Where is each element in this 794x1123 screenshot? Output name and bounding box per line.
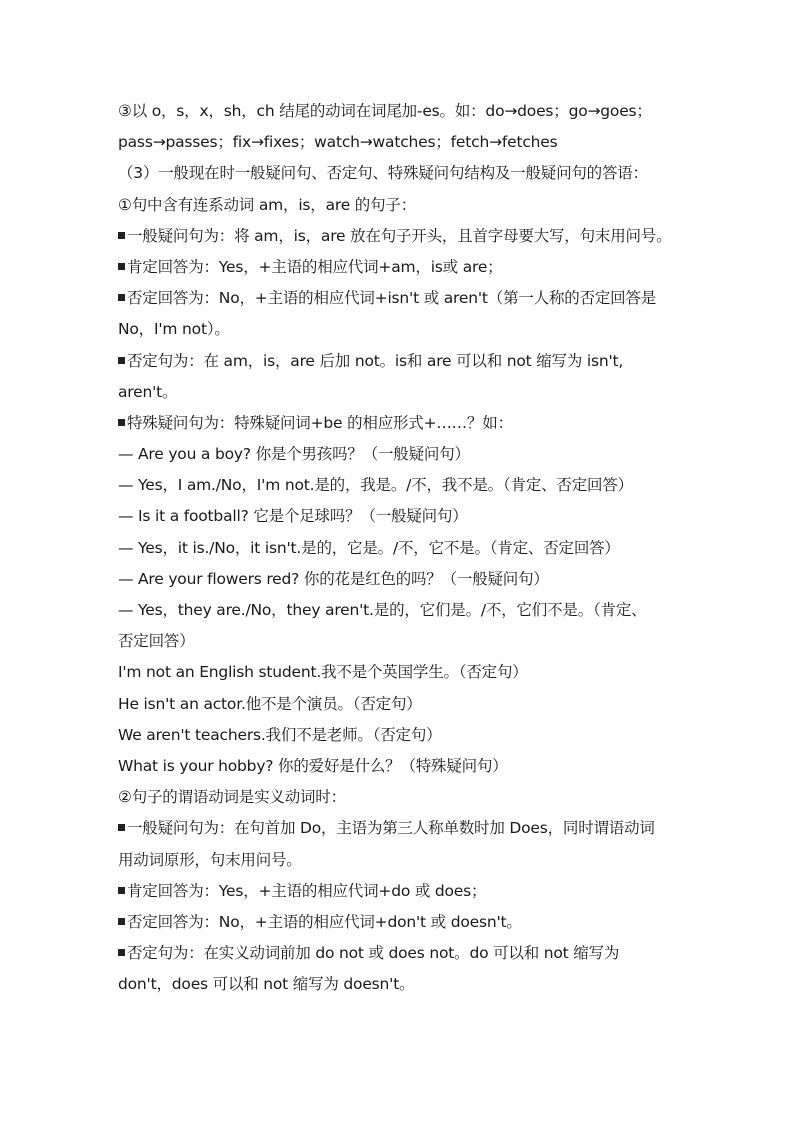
bullet-icon: [118, 294, 125, 301]
bullet-special-question: [118, 408, 688, 439]
document-page: [118, 96, 688, 1000]
bullet-icon: [118, 419, 125, 426]
example-line-continuation: [118, 626, 688, 657]
line-text: 肯定回答为：Yes，+主语的相应代词+am，is或 are；: [127, 257, 503, 276]
line-text: ①句中含有连系动词 am，is，are 的句子：: [118, 195, 416, 214]
example-line: [118, 564, 688, 595]
bullet-icon: [118, 357, 125, 364]
example-line: [118, 720, 688, 751]
rule-es-ending: [118, 96, 688, 127]
line-text: I'm not an English student.我不是个英国学生。（否定句）: [118, 663, 528, 682]
line-text: ②句子的谓语动词是实义动词时：: [118, 788, 346, 807]
line-text: He isn't an actor.他不是个演员。（否定句）: [118, 694, 422, 713]
line-text: 肯定回答为：Yes，+主语的相应代词+do 或 does；: [127, 881, 487, 900]
bullet-positive-answer: [118, 252, 688, 283]
bullet-icon: [118, 918, 125, 925]
line-text: ③以 o，s，x，sh，ch 结尾的动词在词尾加-es。如：do→does；go→goes；: [118, 102, 652, 120]
example-line: [118, 657, 688, 688]
line-text: 用动词原形，句末用问号。: [118, 850, 302, 869]
line-text: — Yes，it is./No，it isn't.是的，它是。/不，它不是。（肯定、否定回答）: [118, 538, 620, 557]
subsection-linking-verb: [118, 190, 688, 221]
example-line: [118, 533, 688, 564]
bullet-icon: [118, 824, 125, 831]
bullet-icon: [118, 263, 125, 270]
line-text: — Are your flowers red? 你的花是红色的吗？（一般疑问句）: [118, 569, 549, 588]
line-text: don't，does 可以和 not 缩写为 doesn't。: [118, 975, 415, 994]
line-text: No，I'm not）。: [118, 320, 230, 339]
line-text: 特殊疑问句为：特殊疑问词+be 的相应形式+……？如：: [127, 413, 513, 432]
line-text: 否定回答）: [118, 632, 195, 651]
bullet-negative-sentence-do: [118, 938, 688, 969]
bullet-icon: [118, 887, 125, 894]
line-text: What is your hobby? 你的爱好是什么？（特殊疑问句）: [118, 756, 508, 775]
line-text: （3）一般现在时一般疑问句、否定句、特殊疑问句结构及一般疑问句的答语：: [118, 164, 648, 183]
example-line: [118, 751, 688, 782]
general-question-do-continuation: [118, 845, 688, 876]
bullet-general-question-do: [118, 813, 688, 844]
line-text: 一般疑问句为：将 am，is，are 放在句子开头，且首字母要大写，句末用问号。: [127, 226, 672, 245]
line-text: We aren't teachers.我们不是老师。（否定句）: [118, 725, 442, 744]
negative-sentence-do-continuation: [118, 969, 688, 1000]
example-line: [118, 595, 688, 626]
line-text: — Are you a boy? 你是个男孩吗？（一般疑问句）: [118, 445, 470, 464]
subsection-action-verb: [118, 782, 688, 813]
example-line: [118, 439, 688, 470]
rule-es-examples: [118, 127, 688, 158]
negative-answer-continuation: [118, 314, 688, 345]
bullet-general-question: [118, 221, 688, 252]
line-text: — Yes，I am./No，I'm not.是的，我是。/不，我不是。（肯定、否定回答）: [118, 476, 633, 495]
bullet-negative-answer: [118, 283, 688, 314]
line-text: — Yes，they are./No，they aren't.是的，它们是。/不，它们不是。（肯定、: [118, 601, 647, 619]
example-line: [118, 470, 688, 501]
section-heading-3: [118, 158, 688, 189]
line-text: 否定回答为：No，+主语的相应代词+don't 或 doesn't。: [127, 912, 522, 931]
line-text: 否定句为：在 am，is，are 后加 not。is和 are 可以和 not 缩写为 isn't,: [127, 351, 624, 370]
bullet-negative-sentence: [118, 346, 688, 377]
line-text: 否定回答为：No，+主语的相应代词+isn't 或 aren't（第一人称的否定回答是: [127, 289, 657, 308]
bullet-icon: [118, 232, 125, 239]
line-text: pass→passes；fix→fixes；watch→watches；fetch→fetches: [118, 133, 558, 152]
line-text: — Is it a football? 它是个足球吗？（一般疑问句）: [118, 507, 468, 526]
bullet-icon: [118, 949, 125, 956]
line-text: aren't。: [118, 382, 178, 401]
negative-sentence-continuation: [118, 377, 688, 408]
line-text: 否定句为：在实义动词前加 do not 或 does not。do 可以和 not 缩写为: [127, 944, 620, 963]
line-text: 一般疑问句为：在句首加 Do，主语为第三人称单数时加 Does，同时谓语动词: [127, 819, 655, 838]
bullet-positive-answer-do: [118, 876, 688, 907]
example-line: [118, 501, 688, 532]
bullet-negative-answer-do: [118, 907, 688, 938]
example-line: [118, 689, 688, 720]
